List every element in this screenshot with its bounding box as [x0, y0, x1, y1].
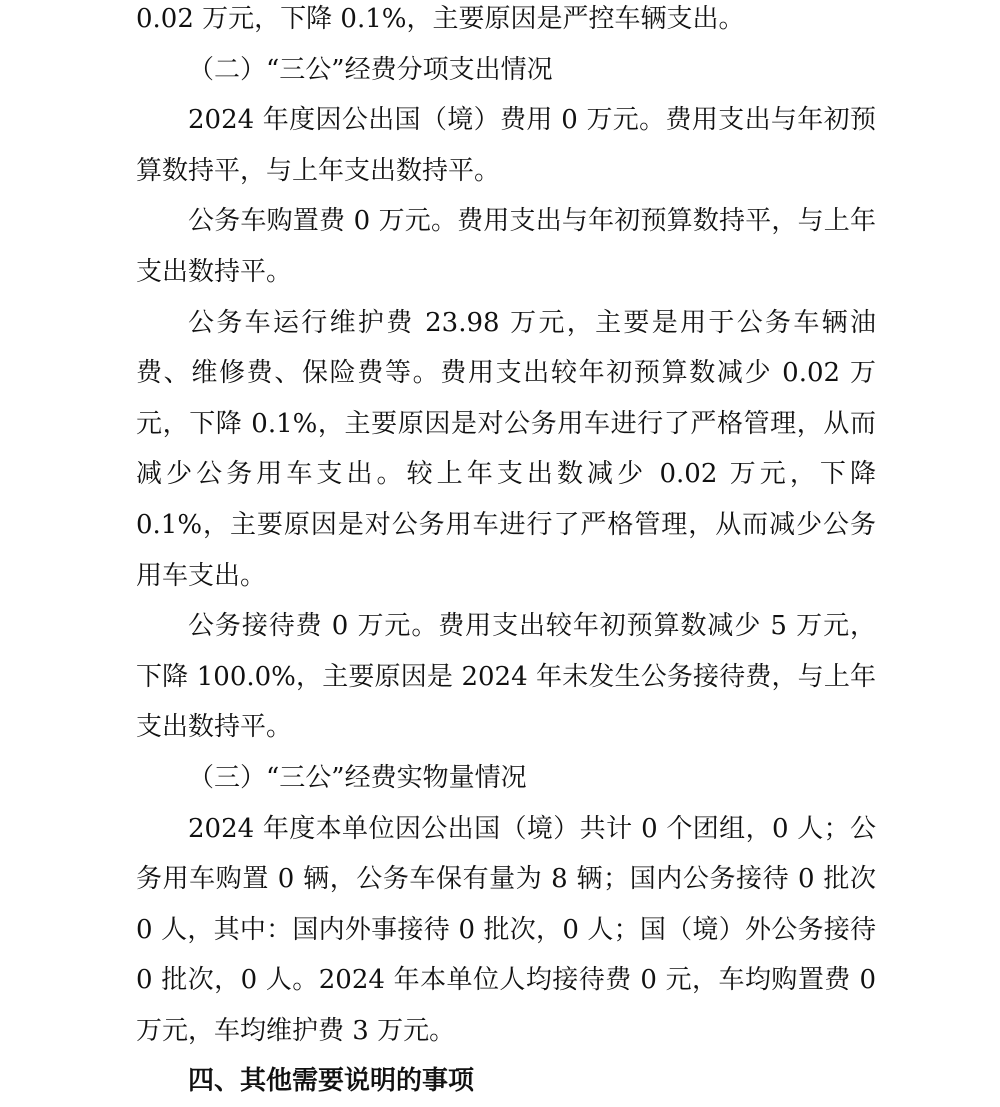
- paragraph-physical-quantity: 2024 年度本单位因公出国（境）共计 0 个团组，0 人；公务用车购置 0 辆，公务车保有量为 8 辆；国内公务接待 0 批次 0 人，其中：国内外事接待 0 批次，0 人；国（境）外公务接待 0 批次，0 人。2024 年本单位人均接待费 0 元，车均购置费 0 万元，车均维护费 3 万元。: [136, 813, 876, 1046]
- paragraph-vehicle-maintenance: 公务车运行维护费 23.98 万元，主要是用于公务车辆油费、维修费、保险费等。费用支出较年初预算数减少 0.02 万元，下降 0.1%，主要原因是对公务用车进行了严格管理，从而减少公务用车支出。较上年支出数减少 0.02 万元，下降 0.1%，主要原因是对公务用车进行了严格管理，从而减少公务用车支出。: [136, 307, 876, 591]
- section-heading-2: （二）“三公”经费分项支出情况: [188, 54, 553, 85]
- paragraph-continuation: 0.02 万元，下降 0.1%，主要原因是严控车辆支出。: [136, 4, 745, 34]
- section-heading-3: （三）“三公”经费实物量情况: [188, 762, 527, 793]
- paragraph-travel-abroad: 2024 年度因公出国（境）费用 0 万元。费用支出与年初预算数持平，与上年支出数持平。: [136, 105, 876, 186]
- document-page: [136, 0, 876, 1107]
- paragraph-vehicle-purchase: 公务车购置费 0 万元。费用支出与年初预算数持平，与上年支出数持平。: [136, 206, 876, 287]
- section-heading-4: 四、其他需要说明的事项: [188, 1066, 475, 1097]
- paragraph-reception: 公务接待费 0 万元。费用支出较年初预算数减少 5 万元，下降 100.0%，主要原因是 2024 年未发生公务接待费，与上年支出数持平。: [136, 611, 876, 743]
